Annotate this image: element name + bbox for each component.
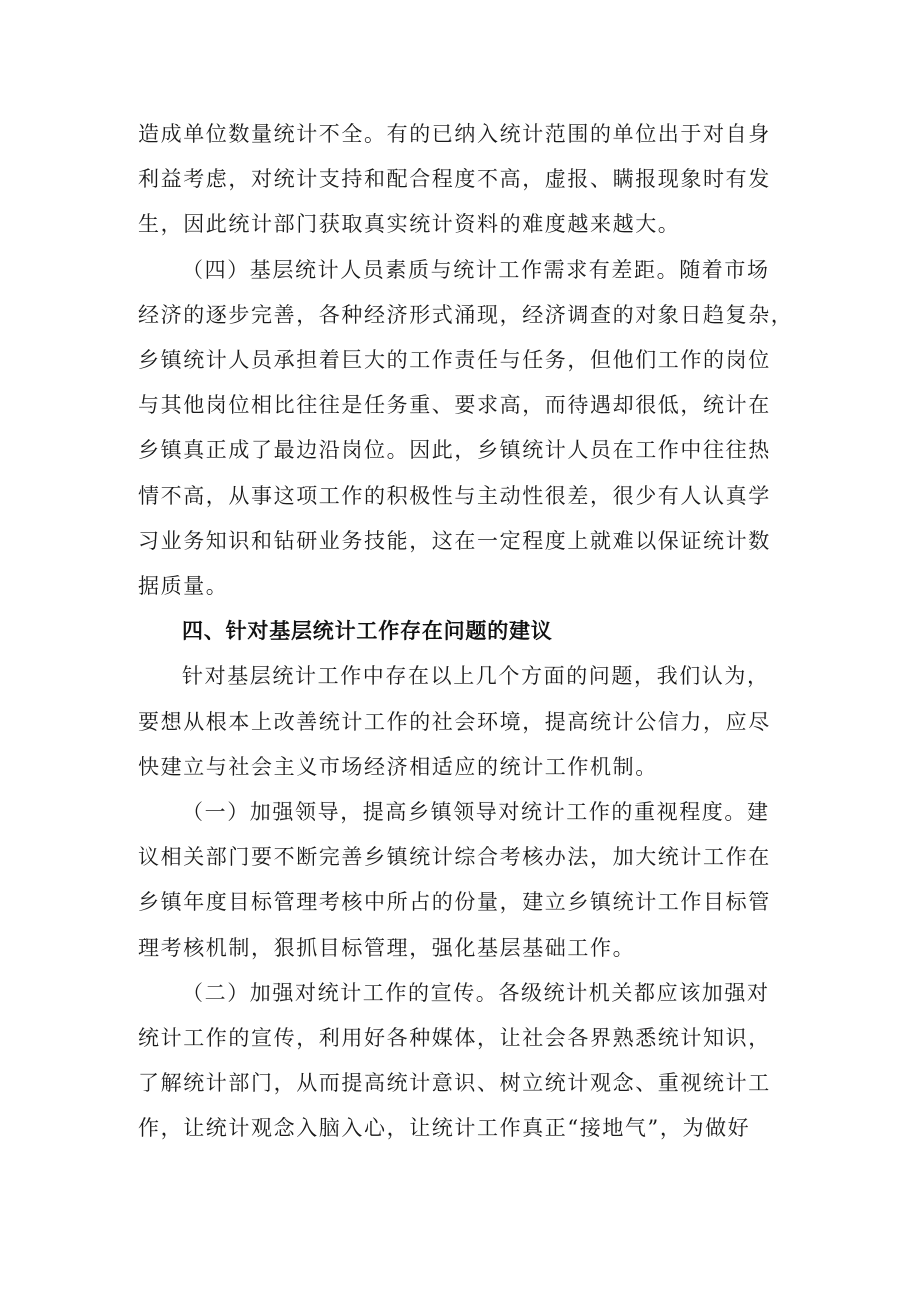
paragraph-continuation xyxy=(138,112,798,248)
text-line: 快建立与社会主义市场经济相适应的统计工作机制。 xyxy=(138,754,658,779)
text-line: 了解统计部门，从而提高统计意识、树立统计观念、重视统计工 xyxy=(138,1071,771,1096)
paragraph-leadership xyxy=(138,790,798,971)
text-line: 经济的逐步完善，各种经济形式涌现，经济调查的对象日趋复杂， xyxy=(138,302,794,327)
text-line: 议相关部门要不断完善乡镇统计综合考核办法，加大统计工作在 xyxy=(138,845,771,870)
document-body xyxy=(138,112,798,1152)
paragraph-publicity xyxy=(138,971,798,1152)
text-line: （四）基层统计人员素质与统计工作需求有差距。随着市场 xyxy=(182,257,770,282)
paragraph-staff-quality xyxy=(138,248,798,610)
text-line: 统计工作的宣传，利用好各种媒体，让社会各界熟悉统计知识， xyxy=(138,1026,771,1051)
text-line: 乡镇真正成了最边沿岗位。因此，乡镇统计人员在工作中往往热 xyxy=(138,438,771,463)
text-line: 针对基层统计工作中存在以上几个方面的问题，我们认为， xyxy=(182,664,770,689)
text-line: 造成单位数量统计不全。有的已纳入统计范围的单位出于对自身 xyxy=(138,122,771,146)
text-line: 乡镇年度目标管理考核中所占的份量，建立乡镇统计工作目标管 xyxy=(138,890,771,915)
text-line: 作，让统计观念入脑入心，让统计工作真正“接地气”，为做好 xyxy=(138,1116,751,1141)
text-line: 据质量。 xyxy=(138,574,229,599)
text-line: （二）加强对统计工作的宣传。各级统计机关都应该加强对 xyxy=(182,980,770,1005)
text-line: 与其他岗位相比往往是任务重、要求高，而待遇却很低，统计在 xyxy=(138,393,771,418)
text-line: 生，因此统计部门获取真实统计资料的难度越来越大。 xyxy=(138,212,681,237)
text-line: （一）加强领导，提高乡镇领导对统计工作的重视程度。建 xyxy=(182,800,770,825)
text-line: 要想从根本上改善统计工作的社会环境，提高统计公信力，应尽 xyxy=(138,709,771,734)
text-line: 理考核机制，狠抓目标管理，强化基层基础工作。 xyxy=(138,935,636,960)
text-line: 情不高，从事这项工作的积极性与主动性很差，很少有人认真学 xyxy=(138,483,771,508)
heading-line: 四、针对基层统计工作存在问题的建议 xyxy=(182,619,553,644)
text-line: 习业务知识和钻研业务技能，这在一定程度上就难以保证统计数 xyxy=(138,528,771,553)
paragraph-intro xyxy=(138,654,798,790)
text-line: 利益考虑，对统计支持和配合程度不高，虚报、瞒报现象时有发 xyxy=(138,167,771,192)
section-heading xyxy=(138,609,798,654)
text-line: 乡镇统计人员承担着巨大的工作责任与任务，但他们工作的岗位 xyxy=(138,348,771,373)
